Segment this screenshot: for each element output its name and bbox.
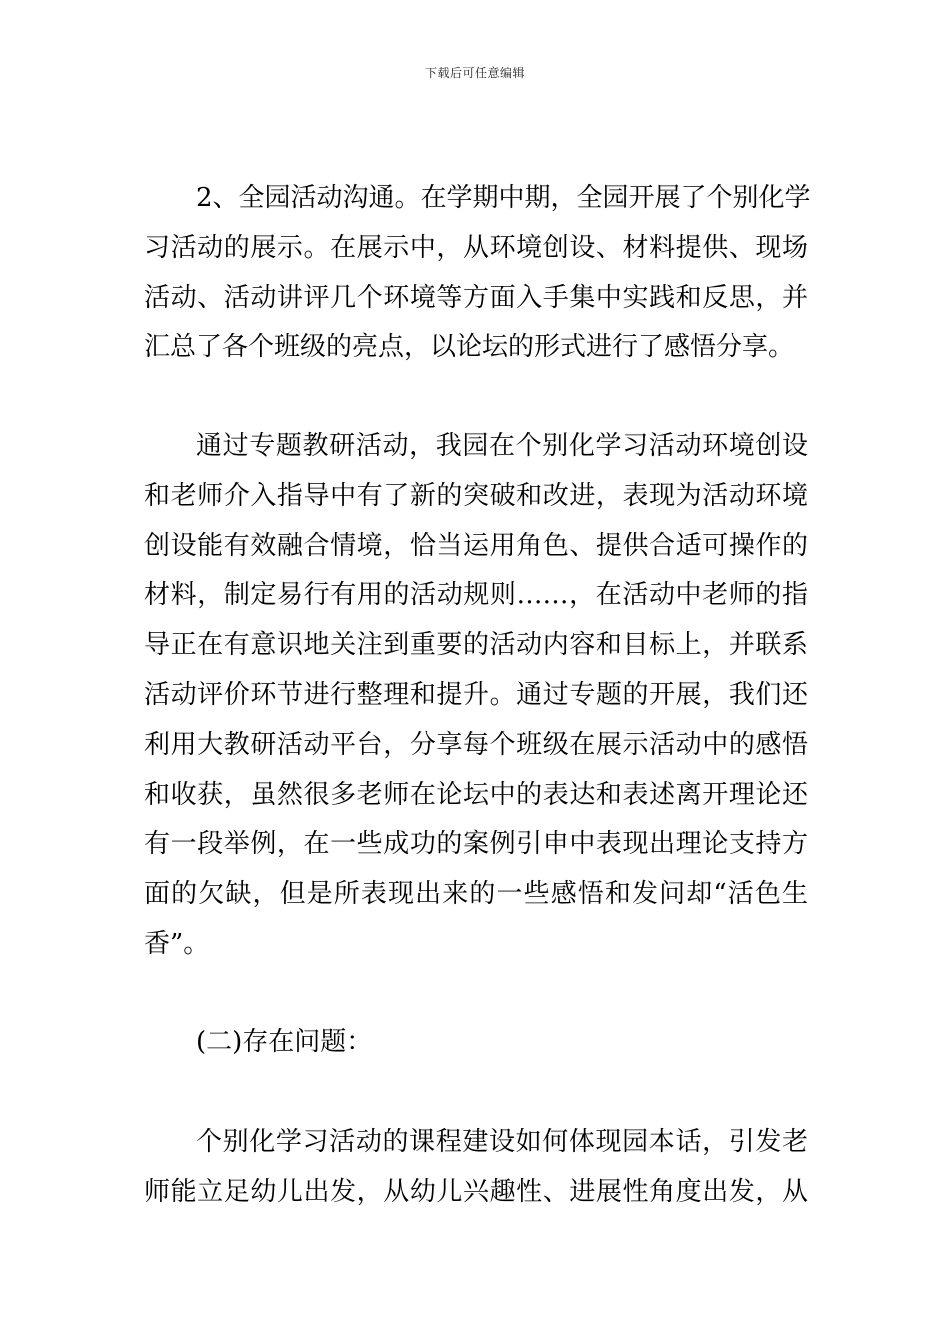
paragraph-1-line-4: 汇总了各个班级的亮点，以论坛的形式进行了感悟分享。 — [144, 332, 795, 363]
section-heading-text: (二)存在问题： — [196, 1027, 373, 1057]
paragraph-1-line-2: 习活动的展示。在展示中，从环境创设、材料提供、现场 — [144, 232, 808, 263]
paragraph-1-line-3: 活动、活动讲评几个环境等方面入手集中实践和反思，并 — [144, 282, 808, 313]
paragraph-2-line-5: 导正在有意识地关注到重要的活动内容和目标上，并联系 — [144, 630, 808, 661]
paragraph-2-line-7: 利用大教研活动平台，分享每个班级在展示活动中的感悟 — [144, 729, 808, 760]
paragraph-1 — [144, 174, 811, 373]
paragraph-3-line-1: 个别化学习活动的课程建设如何体现园本话，引发老 — [196, 1127, 808, 1157]
paragraph-2-line-3: 创设能有效融合情境，恰当运用角色、提供合适可操作的 — [144, 530, 808, 561]
paragraph-2-line-2: 和老师介入指导中有了新的突破和改进，表现为活动环境 — [144, 480, 808, 511]
paragraph-2-line-11: 香”。 — [144, 928, 210, 959]
paragraph-2-line-9: 有一段举例，在一些成功的案例引申中表现出理论支持方 — [144, 829, 808, 860]
paragraph-2 — [144, 422, 808, 970]
paragraph-2-line-6: 活动评价环节进行整理和提升。通过专题的开展，我们还 — [144, 679, 808, 710]
paragraph-2-line-4: 材料，制定易行有用的活动规则……，在活动中老师的指 — [144, 580, 808, 611]
paragraph-1-line-1: 2、全园活动沟通。在学期中期，全园开展了个别化学 — [196, 183, 811, 213]
paragraph-3-line-2: 师能立足幼儿出发，从幼儿兴趣性、进展性角度出发，从 — [144, 1176, 808, 1207]
paragraph-3 — [144, 1118, 808, 1218]
section-heading — [144, 1018, 808, 1068]
page-header-note: 下载后可任意编辑 — [424, 66, 525, 80]
paragraph-2-line-8: 和收获，虽然很多老师在论坛中的表达和表述离开理论还 — [144, 779, 808, 810]
paragraph-2-line-10: 面的欠缺，但是所表现出来的一些感悟和发问却“活色生 — [144, 879, 808, 910]
paragraph-2-line-1: 通过专题教研活动，我园在个别化学习活动环境创设 — [196, 431, 808, 461]
